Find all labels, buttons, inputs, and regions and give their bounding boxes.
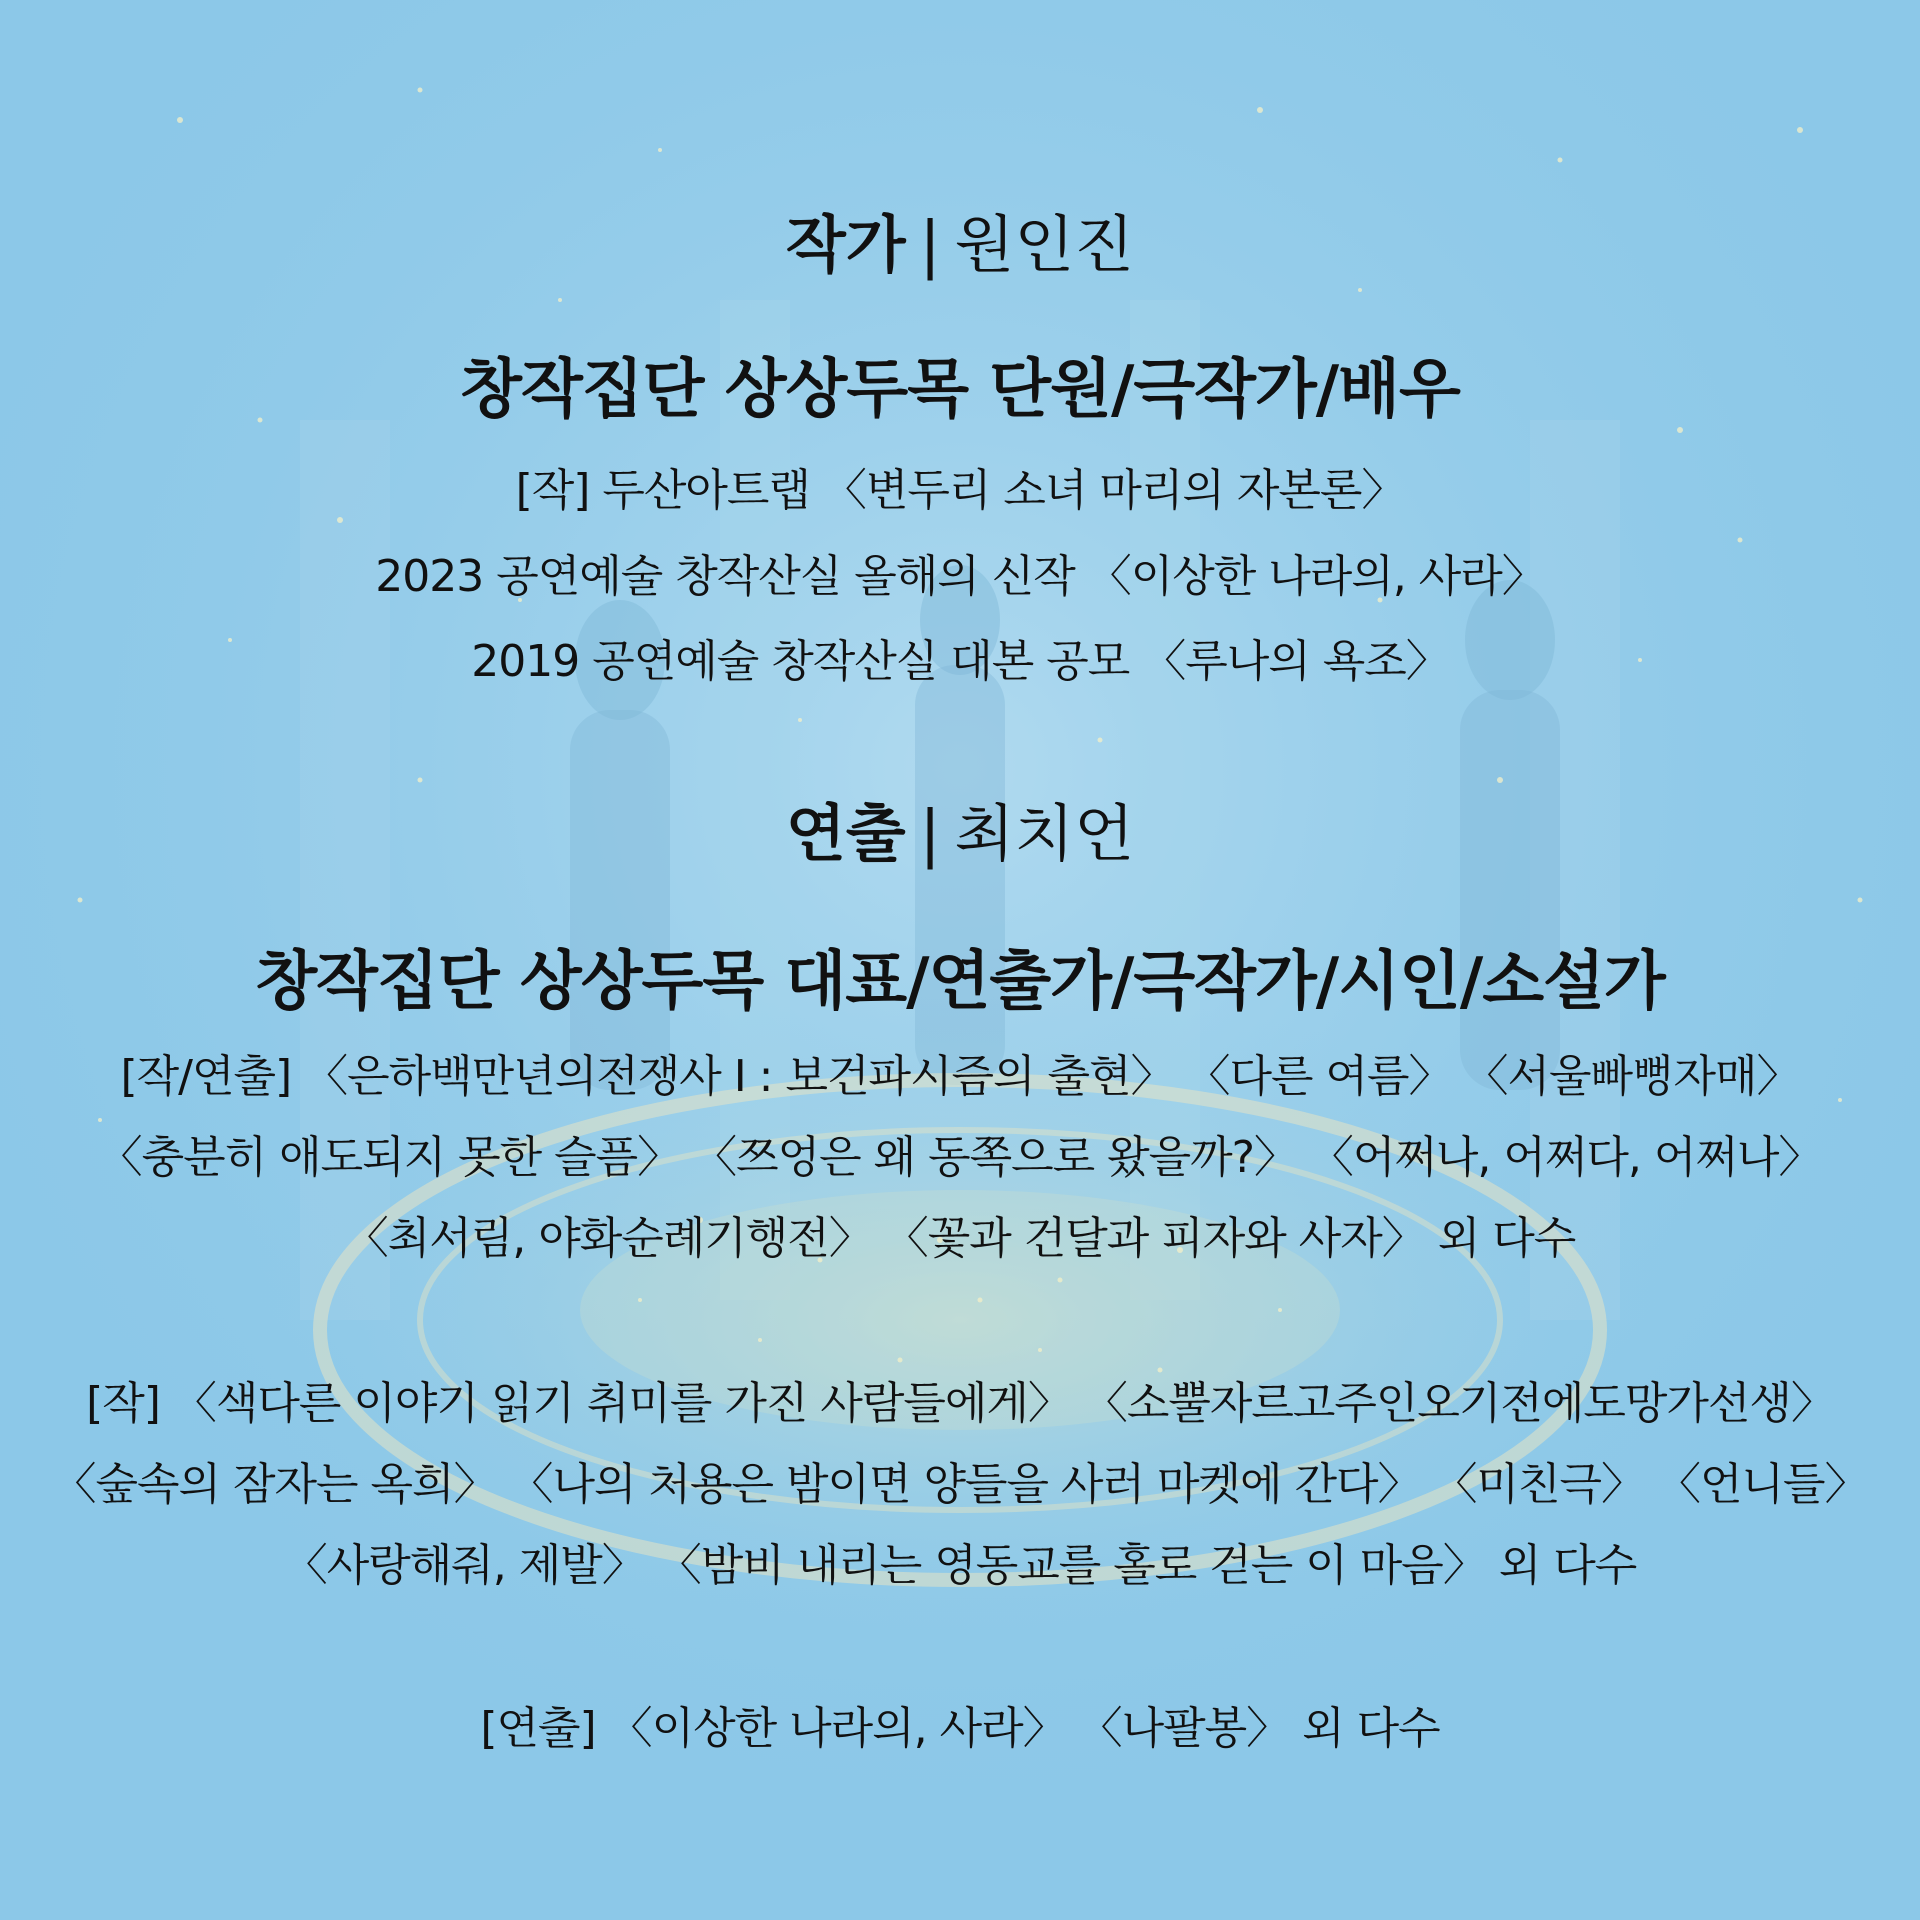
director-written-line: [작] 〈색다른 이야기 읽기 취미를 가진 사람들에게〉 〈소뿔자르고주인오기전에도망가선생〉 xyxy=(86,1378,1834,1429)
writer-work-line: 2019 공연예술 창작산실 대본 공모 〈루나의 욕조〉 xyxy=(471,636,1449,687)
writer-role: 작가 xyxy=(785,208,906,281)
director-role: 연출 xyxy=(785,797,906,870)
director-separator: | xyxy=(919,797,941,870)
writer-affiliation: 창작집단 상상두목 단원/극작가/배우 xyxy=(460,353,1460,427)
director-directed-line: [연출] 〈이상한 나라의, 사라〉 〈나팔봉〉 외 다수 xyxy=(480,1703,1440,1754)
writer-heading xyxy=(0,208,1920,281)
director-work-line: [작/연출] 〈은하백만년의전쟁사 I : 보건파시즘의 출현〉 〈다른 여름〉 〈서울빠뻥자매〉 xyxy=(120,1051,1800,1102)
director-work-line: 〈충분히 애도되지 못한 슬픔〉 〈쯔엉은 왜 동쪽으로 왔을까?〉 〈어쩌나, 어쩌다, 어쩌나〉 xyxy=(98,1132,1822,1183)
director-name: 최치언 xyxy=(954,797,1135,870)
director-work-line: 〈최서림, 야화순례기행전〉 〈꽃과 건달과 피자와 사자〉 외 다수 xyxy=(344,1213,1576,1264)
writer-work-line: 2023 공연예술 창작산실 올해의 신작 〈이상한 나라의, 사라〉 xyxy=(375,551,1545,602)
director-written-line: 〈숲속의 잠자는 옥희〉 〈나의 처용은 밤이면 양들을 사러 마켓에 간다〉 〈미친극〉 〈언니들〉 xyxy=(52,1459,1868,1510)
director-affiliation: 창작집단 상상두목 대표/연출가/극작가/시인/소설가 xyxy=(255,945,1665,1019)
writer-work-line: [작] 두산아트랩 〈변두리 소녀 마리의 자본론〉 xyxy=(515,465,1405,516)
writer-separator: | xyxy=(919,208,941,281)
director-written-line: 〈사랑해줘, 제발〉 〈밤비 내리는 영동교를 홀로 걷는 이 마음〉 외 다수 xyxy=(283,1540,1637,1591)
director-heading xyxy=(0,797,1920,870)
writer-name: 원인진 xyxy=(954,208,1135,281)
